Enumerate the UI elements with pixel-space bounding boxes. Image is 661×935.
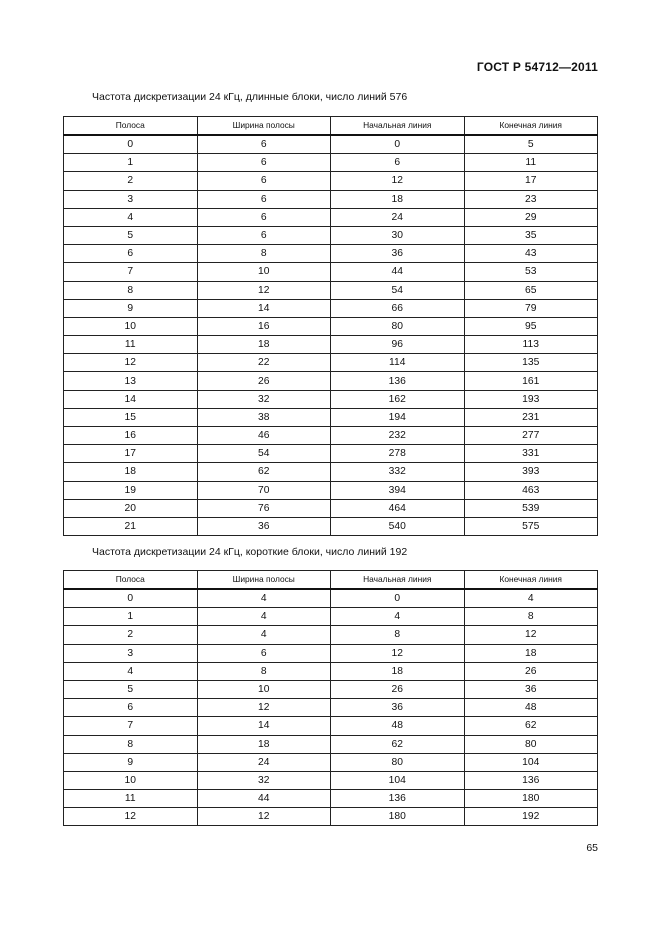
cell-end-line: 331 [464, 445, 598, 463]
table-row [64, 263, 598, 281]
cell-end-line: 135 [464, 354, 598, 372]
table-row [64, 317, 598, 335]
cell-band-width: 6 [197, 644, 331, 662]
cell-band-width: 24 [197, 753, 331, 771]
table-row [64, 753, 598, 771]
cell-start-line: 54 [331, 281, 465, 299]
table-row [64, 208, 598, 226]
cell-band: 6 [64, 699, 198, 717]
cell-end-line: 26 [464, 662, 598, 680]
cell-start-line: 464 [331, 499, 465, 517]
table-row [64, 354, 598, 372]
column-header-start-line: Начальная линия [331, 117, 465, 136]
cell-start-line: 104 [331, 771, 465, 789]
column-header-band-width: Ширина полосы [197, 571, 331, 590]
cell-band-width: 14 [197, 299, 331, 317]
table-row [64, 372, 598, 390]
cell-end-line: 35 [464, 226, 598, 244]
cell-band-width: 14 [197, 717, 331, 735]
cell-band-width: 62 [197, 463, 331, 481]
cell-start-line: 36 [331, 699, 465, 717]
table-row [64, 626, 598, 644]
cell-start-line: 80 [331, 317, 465, 335]
cell-band-width: 4 [197, 626, 331, 644]
cell-end-line: 463 [464, 481, 598, 499]
cell-band-width: 4 [197, 589, 331, 608]
cell-start-line: 278 [331, 445, 465, 463]
cell-end-line: 393 [464, 463, 598, 481]
cell-end-line: 180 [464, 790, 598, 808]
cell-band: 10 [64, 771, 198, 789]
table-row [64, 735, 598, 753]
cell-band-width: 6 [197, 208, 331, 226]
cell-start-line: 62 [331, 735, 465, 753]
cell-band-width: 22 [197, 354, 331, 372]
table-row [64, 172, 598, 190]
table-row [64, 662, 598, 680]
cell-band: 3 [64, 644, 198, 662]
cell-band: 19 [64, 481, 198, 499]
cell-end-line: 18 [464, 644, 598, 662]
cell-band-width: 6 [197, 190, 331, 208]
cell-band-width: 46 [197, 427, 331, 445]
cell-band-width: 26 [197, 372, 331, 390]
cell-start-line: 540 [331, 517, 465, 535]
cell-band-width: 12 [197, 281, 331, 299]
cell-band-width: 32 [197, 771, 331, 789]
cell-band: 14 [64, 390, 198, 408]
cell-band-width: 44 [197, 790, 331, 808]
cell-band-width: 12 [197, 699, 331, 717]
table-row [64, 644, 598, 662]
table-row [64, 680, 598, 698]
table-row [64, 608, 598, 626]
cell-start-line: 26 [331, 680, 465, 698]
table-row [64, 717, 598, 735]
cell-start-line: 194 [331, 408, 465, 426]
cell-start-line: 96 [331, 336, 465, 354]
cell-end-line: 12 [464, 626, 598, 644]
cell-end-line: 43 [464, 245, 598, 263]
cell-band: 11 [64, 336, 198, 354]
cell-band: 4 [64, 662, 198, 680]
cell-start-line: 12 [331, 172, 465, 190]
cell-band-width: 12 [197, 808, 331, 826]
cell-band: 12 [64, 808, 198, 826]
cell-end-line: 277 [464, 427, 598, 445]
cell-band-width: 32 [197, 390, 331, 408]
cell-band: 5 [64, 226, 198, 244]
band-table-short-blocks [63, 570, 598, 826]
cell-band-width: 8 [197, 245, 331, 263]
table-row [64, 589, 598, 608]
cell-band-width: 76 [197, 499, 331, 517]
cell-end-line: 231 [464, 408, 598, 426]
cell-start-line: 0 [331, 589, 465, 608]
cell-end-line: 539 [464, 499, 598, 517]
cell-start-line: 44 [331, 263, 465, 281]
column-header-band: Полоса [64, 117, 198, 136]
cell-band: 5 [64, 680, 198, 698]
cell-start-line: 8 [331, 626, 465, 644]
cell-band: 2 [64, 626, 198, 644]
cell-band-width: 6 [197, 172, 331, 190]
cell-band: 6 [64, 245, 198, 263]
cell-start-line: 394 [331, 481, 465, 499]
table-row [64, 463, 598, 481]
cell-end-line: 62 [464, 717, 598, 735]
cell-end-line: 29 [464, 208, 598, 226]
cell-start-line: 18 [331, 190, 465, 208]
column-header-start-line: Начальная линия [331, 571, 465, 590]
column-header-band: Полоса [64, 571, 198, 590]
cell-start-line: 80 [331, 753, 465, 771]
cell-band: 11 [64, 790, 198, 808]
cell-band-width: 70 [197, 481, 331, 499]
cell-band: 21 [64, 517, 198, 535]
cell-band-width: 6 [197, 135, 331, 154]
cell-end-line: 53 [464, 263, 598, 281]
table-row [64, 281, 598, 299]
cell-start-line: 30 [331, 226, 465, 244]
table-row [64, 190, 598, 208]
cell-band-width: 4 [197, 608, 331, 626]
table-header-row [64, 571, 598, 590]
cell-end-line: 8 [464, 608, 598, 626]
cell-band-width: 38 [197, 408, 331, 426]
cell-band: 9 [64, 299, 198, 317]
table-row [64, 336, 598, 354]
cell-start-line: 24 [331, 208, 465, 226]
cell-start-line: 66 [331, 299, 465, 317]
cell-start-line: 162 [331, 390, 465, 408]
cell-start-line: 36 [331, 245, 465, 263]
cell-band: 15 [64, 408, 198, 426]
column-header-end-line: Конечная линия [464, 117, 598, 136]
cell-band-width: 10 [197, 680, 331, 698]
table-row [64, 699, 598, 717]
document-code: ГОСТ Р 54712—2011 [476, 60, 598, 74]
cell-band: 1 [64, 608, 198, 626]
table-row [64, 481, 598, 499]
cell-end-line: 11 [464, 154, 598, 172]
cell-end-line: 80 [464, 735, 598, 753]
cell-band: 8 [64, 735, 198, 753]
cell-band: 12 [64, 354, 198, 372]
cell-band: 8 [64, 281, 198, 299]
cell-start-line: 48 [331, 717, 465, 735]
cell-band-width: 18 [197, 735, 331, 753]
cell-band-width: 6 [197, 226, 331, 244]
cell-band: 0 [64, 135, 198, 154]
cell-start-line: 180 [331, 808, 465, 826]
cell-band: 10 [64, 317, 198, 335]
table-caption-short-blocks: Частота дискретизации 24 кГц, короткие блоки, число линий 192 [92, 546, 408, 558]
cell-band: 13 [64, 372, 198, 390]
cell-start-line: 232 [331, 427, 465, 445]
column-header-band-width: Ширина полосы [197, 117, 331, 136]
cell-band-width: 16 [197, 317, 331, 335]
table-row [64, 390, 598, 408]
table-row [64, 427, 598, 445]
table-row [64, 135, 598, 154]
table-row [64, 154, 598, 172]
column-header-end-line: Конечная линия [464, 571, 598, 590]
table-row [64, 408, 598, 426]
table-row [64, 299, 598, 317]
cell-end-line: 48 [464, 699, 598, 717]
cell-end-line: 5 [464, 135, 598, 154]
table-caption-long-blocks: Частота дискретизации 24 кГц, длинные блоки, число линий 576 [92, 91, 408, 103]
cell-band: 3 [64, 190, 198, 208]
cell-end-line: 17 [464, 172, 598, 190]
cell-band-width: 10 [197, 263, 331, 281]
table-header-row [64, 117, 598, 136]
cell-end-line: 23 [464, 190, 598, 208]
table-row [64, 771, 598, 789]
cell-end-line: 36 [464, 680, 598, 698]
cell-band: 9 [64, 753, 198, 771]
table-row [64, 499, 598, 517]
cell-band-width: 36 [197, 517, 331, 535]
cell-band-width: 18 [197, 336, 331, 354]
cell-end-line: 65 [464, 281, 598, 299]
cell-band-width: 8 [197, 662, 331, 680]
band-table-long-blocks [63, 116, 598, 536]
cell-end-line: 193 [464, 390, 598, 408]
cell-start-line: 136 [331, 790, 465, 808]
cell-band: 20 [64, 499, 198, 517]
cell-band: 7 [64, 263, 198, 281]
cell-start-line: 114 [331, 354, 465, 372]
cell-band: 4 [64, 208, 198, 226]
cell-start-line: 18 [331, 662, 465, 680]
cell-end-line: 192 [464, 808, 598, 826]
table-row [64, 517, 598, 535]
cell-band-width: 54 [197, 445, 331, 463]
cell-end-line: 136 [464, 771, 598, 789]
table-row [64, 445, 598, 463]
cell-start-line: 4 [331, 608, 465, 626]
cell-band: 1 [64, 154, 198, 172]
cell-start-line: 12 [331, 644, 465, 662]
cell-band: 2 [64, 172, 198, 190]
cell-end-line: 95 [464, 317, 598, 335]
cell-band: 0 [64, 589, 198, 608]
cell-end-line: 575 [464, 517, 598, 535]
cell-band: 16 [64, 427, 198, 445]
cell-start-line: 332 [331, 463, 465, 481]
table-row [64, 808, 598, 826]
cell-end-line: 79 [464, 299, 598, 317]
cell-start-line: 6 [331, 154, 465, 172]
cell-end-line: 113 [464, 336, 598, 354]
table-row [64, 790, 598, 808]
table-row [64, 226, 598, 244]
cell-band-width: 6 [197, 154, 331, 172]
cell-start-line: 136 [331, 372, 465, 390]
cell-end-line: 104 [464, 753, 598, 771]
cell-band: 18 [64, 463, 198, 481]
page-number: 65 [586, 842, 598, 854]
cell-end-line: 161 [464, 372, 598, 390]
cell-start-line: 0 [331, 135, 465, 154]
cell-band: 7 [64, 717, 198, 735]
cell-end-line: 4 [464, 589, 598, 608]
table-row [64, 245, 598, 263]
cell-band: 17 [64, 445, 198, 463]
